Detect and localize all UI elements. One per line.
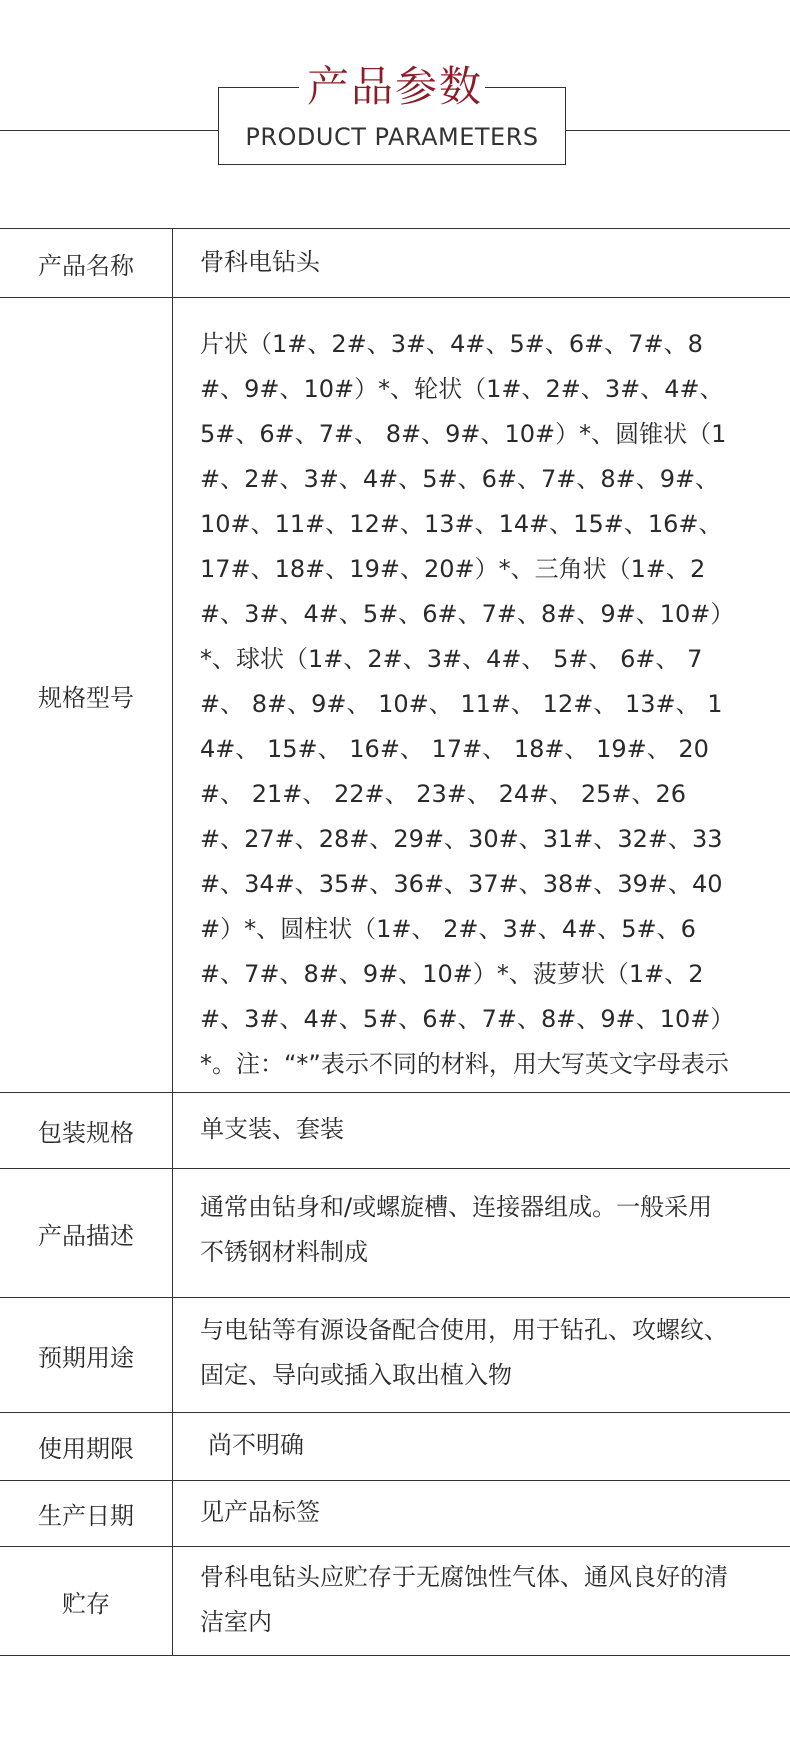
row-label: 规格型号 [38, 683, 134, 712]
row-value: 与电钻等有源设备配合使用，用于钻孔、攻螺纹、固定、导向或插入取出植入物 [200, 1316, 728, 1389]
table-row [0, 1093, 790, 1169]
row-label: 预期用途 [38, 1343, 134, 1372]
table-row [0, 1169, 790, 1298]
table-row [0, 1481, 790, 1547]
section-header [0, 0, 790, 200]
row-label: 使用期限 [38, 1435, 134, 1463]
table-row [0, 228, 790, 298]
row-label: 包装规格 [38, 1119, 134, 1147]
table-row [0, 1413, 790, 1481]
header-divider-right [566, 130, 790, 131]
row-value: 骨科电钻头应贮存于无腐蚀性气体、通风良好的清洁室内 [200, 1563, 728, 1636]
row-value: 单支装、套装 [200, 1115, 344, 1143]
header-divider-left [0, 130, 218, 131]
row-value: 尚不明确 [208, 1431, 304, 1459]
row-label: 产品描述 [38, 1221, 134, 1250]
row-label: 生产日期 [38, 1502, 134, 1530]
row-value: 通常由钻身和/或螺旋槽、连接器组成。一般采用不锈钢材料制成 [200, 1193, 713, 1266]
parameters-table [0, 228, 790, 1656]
table-row [0, 1298, 790, 1413]
table-row [0, 298, 790, 1093]
row-value: 骨科电钻头 [200, 248, 320, 276]
row-label: 贮存 [62, 1589, 110, 1618]
page-subtitle: PRODUCT PARAMETERS [245, 123, 539, 151]
row-value: 见产品标签 [200, 1498, 320, 1526]
page-title: 产品参数 [306, 62, 483, 111]
table-row [0, 1547, 790, 1656]
row-value: 片状（1#、2#、3#、4#、5#、6#、7#、8#、9#、10#）*、轮状（1#、2#、3#、4#、5#、6#、7#、 8#、9#、10#）*、圆锥状（1#、2#、3#、4#、5#、6#、7#、8#、9#、10#、11#、12#、13#、14#、15#、16#、 17#、18#、19#、20#）*、三角状（1#、2#、3#、4#、5#、6#、7#、8#、9#、10#）*、球状（1#、2#、3#、4#、 5#、 6#、 7#、 8#、9#、 10#、 11#、 12#、 13#、 14#、 15#、 16#、 17#、 18#、 19#、 20#、 21#、 22#、 23#、 24#、 25#、26#、27#、28#、29#、30#、31#、32#、33#、34#、35#、36#、37#、38#、39#、40#）*、圆柱状（1#、 2#、3#、4#、5#、6#、7#、8#、9#、10#）*、菠萝状（1#、2#、3#、4#、5#、6#、7#、8#、9#、10#）*。注：“*”表示不同的材料，用大写英文字母表示 [200, 330, 729, 1078]
row-label: 产品名称 [38, 251, 134, 280]
